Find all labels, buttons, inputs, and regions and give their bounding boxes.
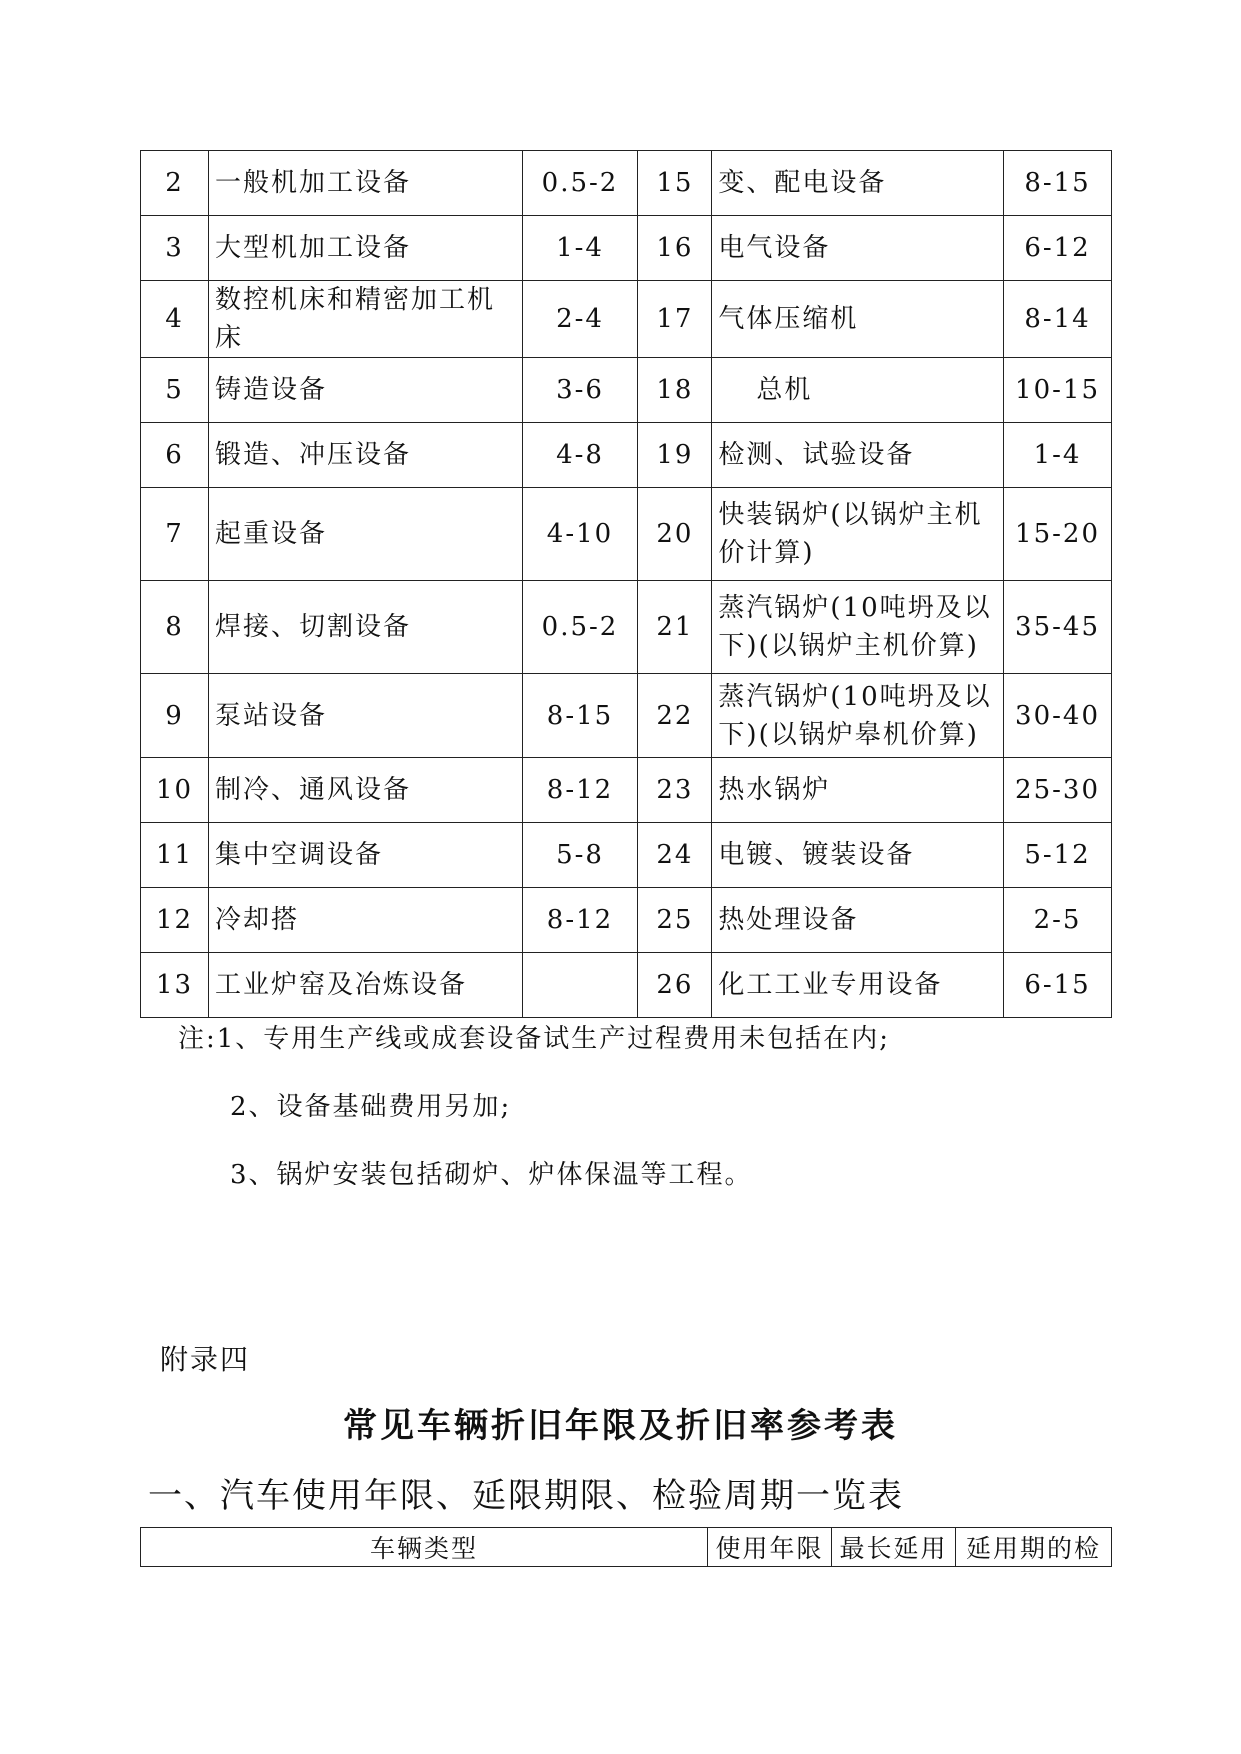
row-number: 15 xyxy=(638,151,712,216)
note-line: 3、锅炉安装包括砌炉、炉体保温等工程。 xyxy=(230,1160,753,1190)
equipment-name: 制冷、通风设备 xyxy=(208,758,522,823)
equipment-name: 数控机床和精密加工机床 xyxy=(208,281,522,358)
row-number: 8 xyxy=(141,581,209,674)
equipment-name: 热水锅炉 xyxy=(712,758,1004,823)
note-line: 注:1、专用生产线或成套设备试生产过程费用未包括在内; xyxy=(178,1024,891,1054)
column-header: 延用期的检 xyxy=(956,1528,1112,1567)
years-range: 1-4 xyxy=(1004,423,1112,488)
row-number: 22 xyxy=(638,674,712,758)
row-number: 3 xyxy=(141,216,209,281)
row-number: 24 xyxy=(638,823,712,888)
table-row xyxy=(141,674,1112,758)
years-range: 8-15 xyxy=(522,674,638,758)
equipment-name: 焊接、切割设备 xyxy=(208,581,522,674)
equipment-name: 快装锅炉(以锅炉主机价计算) xyxy=(712,488,1004,581)
years-range xyxy=(522,953,638,1018)
equipment-name: 冷却搭 xyxy=(208,888,522,953)
table-notes xyxy=(178,1017,890,1221)
table-row xyxy=(141,216,1112,281)
row-number: 2 xyxy=(141,151,209,216)
years-range: 5-8 xyxy=(522,823,638,888)
years-range: 2-4 xyxy=(522,281,638,358)
years-range: 25-30 xyxy=(1004,758,1112,823)
table-header-row xyxy=(141,1528,1112,1567)
equipment-name: 大型机加工设备 xyxy=(208,216,522,281)
years-range: 8-12 xyxy=(522,758,638,823)
column-header: 最长延用 xyxy=(832,1528,956,1567)
equipment-name: 蒸汽锅炉(10吨坍及以下)(以锅炉皋机价算) xyxy=(712,674,1004,758)
years-range: 3-6 xyxy=(522,358,638,423)
row-number: 18 xyxy=(638,358,712,423)
equipment-name: 总机 xyxy=(712,358,1004,423)
table-row xyxy=(141,151,1112,216)
column-header: 使用年限 xyxy=(708,1528,832,1567)
row-number: 11 xyxy=(141,823,209,888)
row-number: 10 xyxy=(141,758,209,823)
equipment-name: 集中空调设备 xyxy=(208,823,522,888)
years-range: 8-15 xyxy=(1004,151,1112,216)
table-row xyxy=(141,581,1112,674)
years-range: 2-5 xyxy=(1004,888,1112,953)
row-number: 21 xyxy=(638,581,712,674)
table-row xyxy=(141,281,1112,358)
table-row xyxy=(141,488,1112,581)
row-number: 19 xyxy=(638,423,712,488)
equipment-name: 变、配电设备 xyxy=(712,151,1004,216)
row-number: 12 xyxy=(141,888,209,953)
section-heading: 一、汽车使用年限、延限期限、检验周期一览表 xyxy=(148,1476,904,1516)
table-row xyxy=(141,758,1112,823)
equipment-name: 电气设备 xyxy=(712,216,1004,281)
row-number: 23 xyxy=(638,758,712,823)
row-number: 25 xyxy=(638,888,712,953)
vehicle-lifespan-table xyxy=(140,1527,1112,1567)
table-row xyxy=(141,953,1112,1018)
years-range: 1-4 xyxy=(522,216,638,281)
years-range: 15-20 xyxy=(1004,488,1112,581)
equipment-name: 铸造设备 xyxy=(208,358,522,423)
row-number: 17 xyxy=(638,281,712,358)
equipment-name: 气体压缩机 xyxy=(712,281,1004,358)
table-row xyxy=(141,423,1112,488)
row-number: 13 xyxy=(141,953,209,1018)
equipment-name: 工业炉窑及冶炼设备 xyxy=(208,953,522,1018)
equipment-name: 锻造、冲压设备 xyxy=(208,423,522,488)
years-range: 4-10 xyxy=(522,488,638,581)
note-line: 2、设备基础费用另加; xyxy=(230,1092,512,1122)
equipment-name: 电镀、镀装设备 xyxy=(712,823,1004,888)
table-row xyxy=(141,888,1112,953)
column-header: 车辆类型 xyxy=(141,1528,708,1567)
row-number: 4 xyxy=(141,281,209,358)
row-number: 7 xyxy=(141,488,209,581)
row-number: 6 xyxy=(141,423,209,488)
row-number: 20 xyxy=(638,488,712,581)
years-range: 10-15 xyxy=(1004,358,1112,423)
row-number: 5 xyxy=(141,358,209,423)
equipment-name: 化工工业专用设备 xyxy=(712,953,1004,1018)
equipment-name: 泵站设备 xyxy=(208,674,522,758)
years-range: 0.5-2 xyxy=(522,581,638,674)
years-range: 5-12 xyxy=(1004,823,1112,888)
years-range: 35-45 xyxy=(1004,581,1112,674)
equipment-depreciation-table xyxy=(140,150,1112,1018)
years-range: 4-8 xyxy=(522,423,638,488)
equipment-name: 一般机加工设备 xyxy=(208,151,522,216)
table-row xyxy=(141,823,1112,888)
years-range: 6-15 xyxy=(1004,953,1112,1018)
equipment-name: 起重设备 xyxy=(208,488,522,581)
equipment-name: 检测、试验设备 xyxy=(712,423,1004,488)
row-number: 9 xyxy=(141,674,209,758)
equipment-name: 蒸汽锅炉(10吨坍及以下)(以锅炉主机价算) xyxy=(712,581,1004,674)
page-title: 常见车辆折旧年限及折旧率参考表 xyxy=(343,1406,898,1446)
years-range: 8-12 xyxy=(522,888,638,953)
years-range: 6-12 xyxy=(1004,216,1112,281)
years-range: 8-14 xyxy=(1004,281,1112,358)
years-range: 0.5-2 xyxy=(522,151,638,216)
equipment-name: 热处理设备 xyxy=(712,888,1004,953)
row-number: 16 xyxy=(638,216,712,281)
years-range: 30-40 xyxy=(1004,674,1112,758)
row-number: 26 xyxy=(638,953,712,1018)
table-row xyxy=(141,358,1112,423)
appendix-label: 附录四 xyxy=(160,1343,251,1376)
